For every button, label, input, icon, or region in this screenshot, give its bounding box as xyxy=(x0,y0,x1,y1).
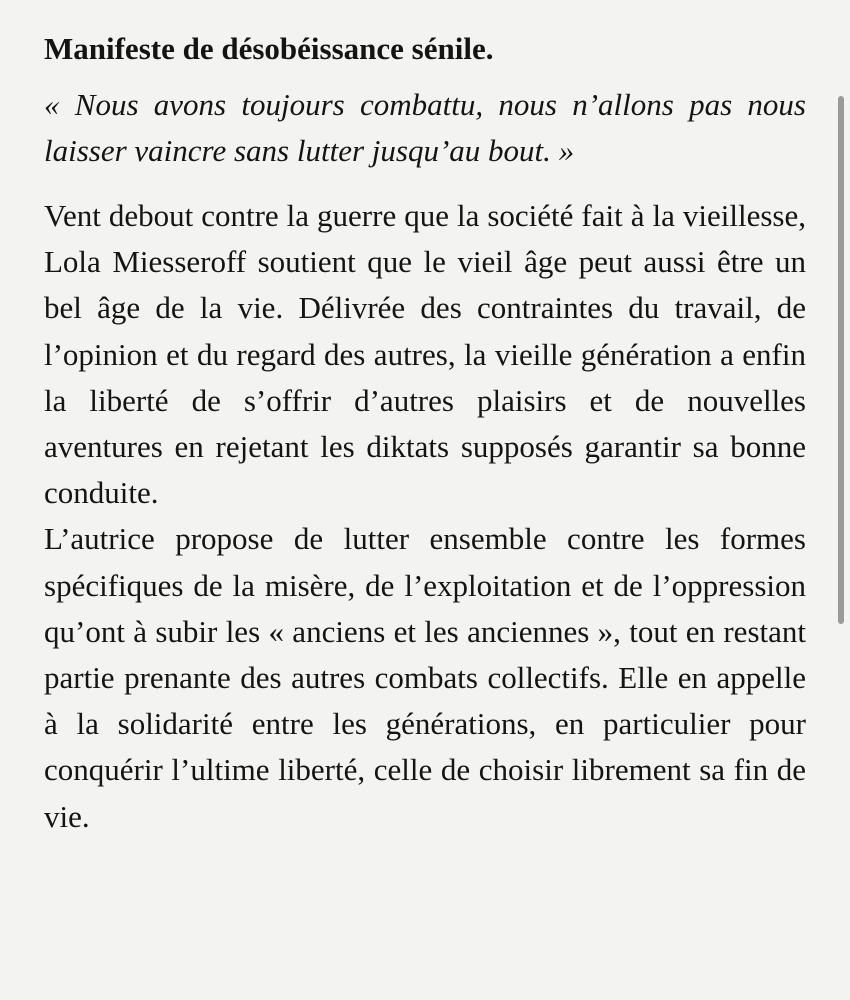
description-paragraph-2: L’autrice propose de lutter ensemble contre les formes spécifiques de la misère, de l’exploitation et de l’oppression qu’ont à subir les « anciens et les anciennes », tout en restant partie prenante des autres combats collectifs. Elle en appelle à la solidarité entre les générations, en particulier pour conquérir l’ultime liberté, celle de choisir librement sa fin de vie. xyxy=(44,521,806,834)
book-title: Manifeste de désobéissance sénile. xyxy=(44,31,494,66)
description-paragraph-1: Vent debout contre la guerre que la société fait à la vieillesse, Lola Miesseroff soutient que le vieil âge peut aussi être un bel âge de la vie. Délivrée des contraintes du travail, de l’opinion et du regard des autres, la vieille génération a enfin la liberté de s’offrir d’autres plaisirs et de nouvelles aventures en rejetant les diktats supposés garantir sa bonne conduite. xyxy=(44,198,806,511)
vertical-scrollbar[interactable] xyxy=(838,96,844,624)
epigraph-quote: « Nous avons toujours combattu, nous n’allons pas nous laisser vaincre sans lutter jusqu’au bout. » xyxy=(44,87,806,168)
description-page xyxy=(44,26,806,840)
